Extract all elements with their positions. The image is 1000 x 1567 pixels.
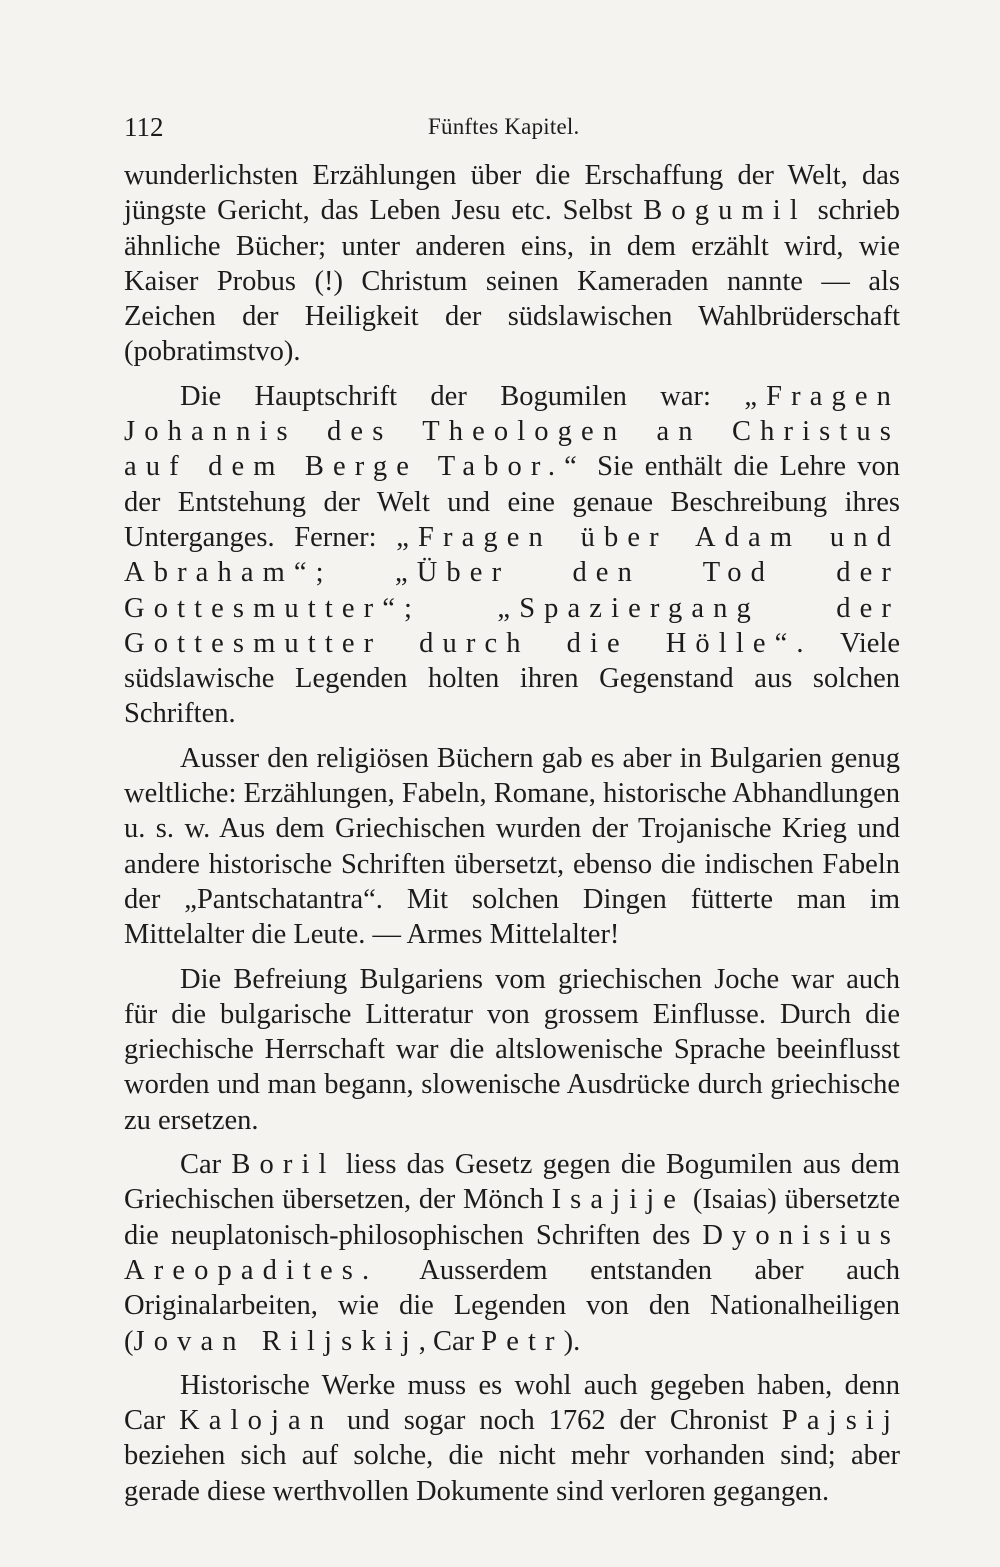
paragraph-6 [124, 1368, 900, 1509]
text-run: (Isaias) übersetzte die neuplatonisch-philosophischen Schriften des [124, 1184, 900, 1251]
spaced-emphasis: „Fragen Johannis des Theologen an Christus auf dem Berge Tabor.“ [124, 380, 900, 483]
page-number: 112 [124, 112, 164, 142]
text-run: Die Befreiung Bulgariens vom griechischen Joche war auch für die bulgarische Litteratur von grossem Einflusse. Durch die griechische Herrschaft war die altslowenische Sprache beeinflusst worden und man begann, slowenische Ausdrücke durch griechische zu ersetzen. [124, 963, 900, 1136]
text-run: und sogar noch 1762 der Chronist [333, 1405, 782, 1437]
spaced-emphasis: Dyonisius Areopadites. [124, 1219, 900, 1286]
text-run: Viele südslawische Legenden holten ihren Gegenstand aus solchen Schriften. [124, 627, 900, 730]
text-run: Sie enthält die Lehre von der Entstehung der Welt und eine genaue Beschreibung ihres Unterganges. Ferner: [124, 451, 900, 553]
text-run: Ausser den religiösen Büchern gab es aber in Bulgarien genug weltliche: Erzählungen, Fabeln, Romane, historische Abhandlungen u. s. w. Aus dem Griechischen wurden der Trojanische Krieg und andere historische Schriften übersetzt, ebenso die indischen Fabeln der „Pantschatantra“. Mit solchen Dingen fütterte man im Mittelalter die Leute. — Armes Mittelalter! [124, 742, 900, 951]
spaced-emphasis: Kalojan [179, 1405, 334, 1437]
spaced-emphasis: „Fragen über Adam und Abraham“; „Über den Tod der Gottesmutter“; „Spaziergang der Gottesmutter durch die Hölle“. [124, 521, 900, 659]
text-run: Die Hauptschrift der Bogumilen war: [180, 380, 745, 412]
text-run: Ausserdem entstanden aber auch Originalarbeiten, wie die Legenden von den Nationalheiligen ( [124, 1254, 900, 1357]
paragraph-2 [124, 379, 900, 732]
spaced-emphasis: Bogumil [643, 195, 807, 227]
chapter-title: Fünftes Kapitel. [428, 114, 580, 139]
paragraph-3 [124, 741, 900, 953]
text-run: ). [563, 1325, 581, 1357]
text-run: Historische Werke muss es wohl auch gegeben haben, denn Car [124, 1369, 900, 1437]
body-text [124, 158, 900, 1509]
text-run: beziehen sich auf solche, die nicht mehr vorhanden sind; aber gerade diese werthvollen Dokumente sind verloren gegangen. [124, 1440, 900, 1507]
text-run: schrieb ähnliche Bücher; unter anderen eins, in dem erzählt wird, wie Kaiser Probus (!) Christum seinen Kameraden nannte — als Zeichen der Heiligkeit der südslawischen Wahlbrüderschaft (pobratimstvo). [124, 195, 900, 368]
text-run: wunderlichsten Erzählungen über die Erschaffung der Welt, das jüngste Gericht, das Leben Jesu etc. Selbst [124, 160, 900, 227]
spaced-emphasis: Jovan Riljskij [133, 1325, 419, 1357]
paragraph-4 [124, 962, 900, 1138]
text-run: liess das Gesetz gegen die Bogumilen aus dem Griechischen übersetzen, der Mönch [124, 1149, 900, 1216]
spaced-emphasis: Isajije [551, 1184, 686, 1216]
spaced-emphasis: Pajsij [781, 1405, 900, 1437]
paragraph-1 [124, 158, 900, 370]
paragraph-5 [124, 1147, 900, 1359]
running-head [124, 108, 900, 148]
text-run: , Car [418, 1325, 482, 1357]
spaced-emphasis: Petr [481, 1325, 564, 1357]
spaced-emphasis: Boril [231, 1149, 336, 1181]
text-run: Car [180, 1149, 232, 1181]
